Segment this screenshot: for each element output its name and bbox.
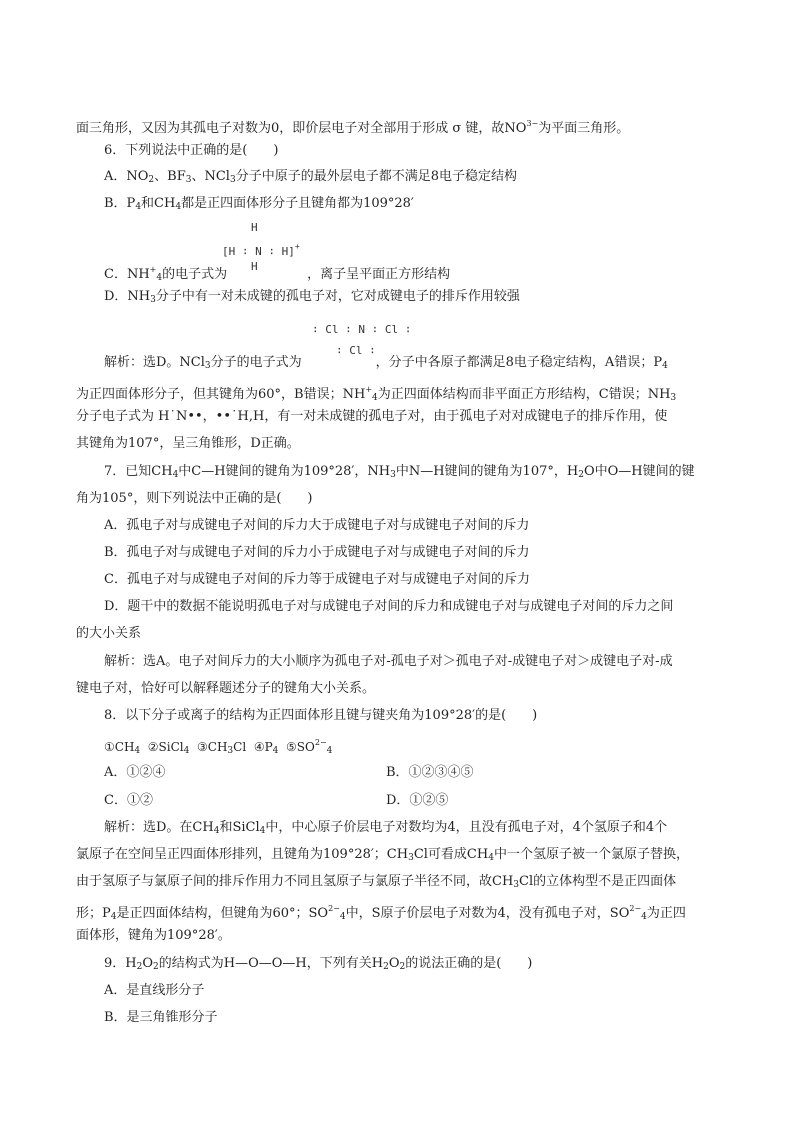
option-7d-line2: 的大小关系	[76, 626, 142, 641]
question-6: 6．下列说法中正确的是( )	[104, 143, 279, 158]
option-6a: A．$NO_2$、$BF_3$、NCl$_3$分子中原子的最外层电子都不满足8电子稳定结构	[104, 169, 517, 185]
ncl3-formula-bot: ∶ Cl ∶	[336, 344, 376, 357]
ncl3-formula-mid: ∶ Cl ∶ N ∶ Cl ∶	[312, 323, 412, 336]
answer-7-line1: 解析：选A。电子对间斥力的大小顺序为孤电子对-孤电子对＞孤电子对-成键电子对＞成键电子对-成	[104, 654, 673, 669]
option-8a: A．①②④	[104, 765, 166, 780]
answer-8-line2: 氯原子在空间呈正四面体形排列，且键角为109°28′；$CH_3Cl$可看成$CH_4$中一个氢原子被一个氯原子替换，	[76, 847, 689, 863]
answer-6-line2: 为正四面体形分子，但其键角为60°，B错误；$NH^+_4$为正四面体结构而非平面正方形结构，C错误；$NH_3$	[76, 385, 677, 403]
option-8d: D．①②⑤	[386, 793, 449, 808]
answer-6-line4: 其键角为107°，呈三角锥形，D正确。	[76, 436, 300, 451]
option-8b: B．①②③④⑤	[386, 765, 474, 780]
answer-8-line3: 由于氢原子与氯原子间的排斥作用力不同且氢原子与氯原子半径不同，故$CH_3Cl$的立体构型不是正四面体	[76, 874, 677, 890]
option-7b: B．孤电子对与成键电子对间的斥力小于成键电子对与成键电子对间的斥力	[104, 545, 530, 560]
answer-8-line4: 形；$P_4$是正四面体结构，但键角为60°；$SO^{2-}_4$中，S原子价层电子对数为4，没有孤电子对，$SO^{2-}_4$为正四	[76, 904, 686, 922]
nh4-formula-mid: [H ∶ N ∶ H]+	[222, 242, 300, 258]
answer-6-line1: 解析：选D。NCl$_3$分子的电子式为 ，分子中各原子都满足8电子稳定结构，A错误；$P_4$	[104, 355, 668, 371]
option-6d: D．$NH_3$分子中有一对未成键的孤电子对，它对成键电子的排斥作用较强	[104, 289, 520, 305]
nh4-formula-bot: H	[251, 260, 258, 273]
nh4-formula-top: H	[251, 221, 258, 234]
option-8c: C．①②	[104, 793, 153, 808]
answer-7-line2: 键电子对，恰好可以解释题述分子的键角大小关系。	[76, 681, 376, 696]
question-8: 8．以下分子或离子的结构为正四面体形且键与键夹角为109°28′的是( )	[104, 708, 538, 723]
answer-6-line3: 分子电子式为 H˙N••，••˙H,H，有一对未成键的孤电子对，由于孤电子对对成键电子的排斥作用，使	[76, 409, 668, 424]
option-7a: A．孤电子对与成键电子对间的斥力大于成键电子对与成键电子对间的斥力	[104, 518, 530, 533]
option-6b: B．$P_4$和$CH_4$都是正四面体形分子且键角都为109°28′	[104, 196, 414, 212]
option-6c: C．$NH^+_4$的电子式为 ，离子呈平面正方形结构	[104, 265, 451, 283]
question-8-options: $①CH_4$ ②SiCl$_4$ $③CH_3Cl$ $④P_4$ $⑤SO^{2-}_4$	[104, 738, 333, 756]
option-9a: A．是直线形分子	[104, 983, 205, 998]
option-7d-line1: D．题干中的数据不能说明孤电子对与成键电子对间的斥力和成键电子对与成键电子对间的斥力之间	[104, 599, 674, 614]
text-line: 面三角形，又因为其孤电子对数为0，即价层电子对全部用于形成 σ 键，故$NO^{3-}$为平面三角形。	[76, 119, 630, 136]
question-9: 9．$H_2O_2$的结构式为H—O—O—H，下列有关$H_2O_2$的说法正确的是( )	[104, 956, 533, 972]
option-7c: C．孤电子对与成键电子对间的斥力等于成键电子对与成键电子对间的斥力	[104, 572, 530, 587]
question-7-line1: 7．已知$CH_4$中C—H键间的键角为109°28′，$NH_3$中N—H键间的键角为107°，$H_2O$中O—H键间的键	[104, 464, 695, 480]
option-9b: B．是三角锥形分子	[104, 1010, 218, 1025]
question-7-line2: 角为105°，则下列说法中正确的是( )	[76, 491, 313, 506]
answer-8-line5: 面体形，键角为109°28′。	[76, 928, 231, 943]
answer-8-line1: 解析：选D。在$CH_4$和SiCl$_4$中，中心原子价层电子对数均为4，且没有孤电子对，4个氢原子和4个	[104, 820, 668, 836]
